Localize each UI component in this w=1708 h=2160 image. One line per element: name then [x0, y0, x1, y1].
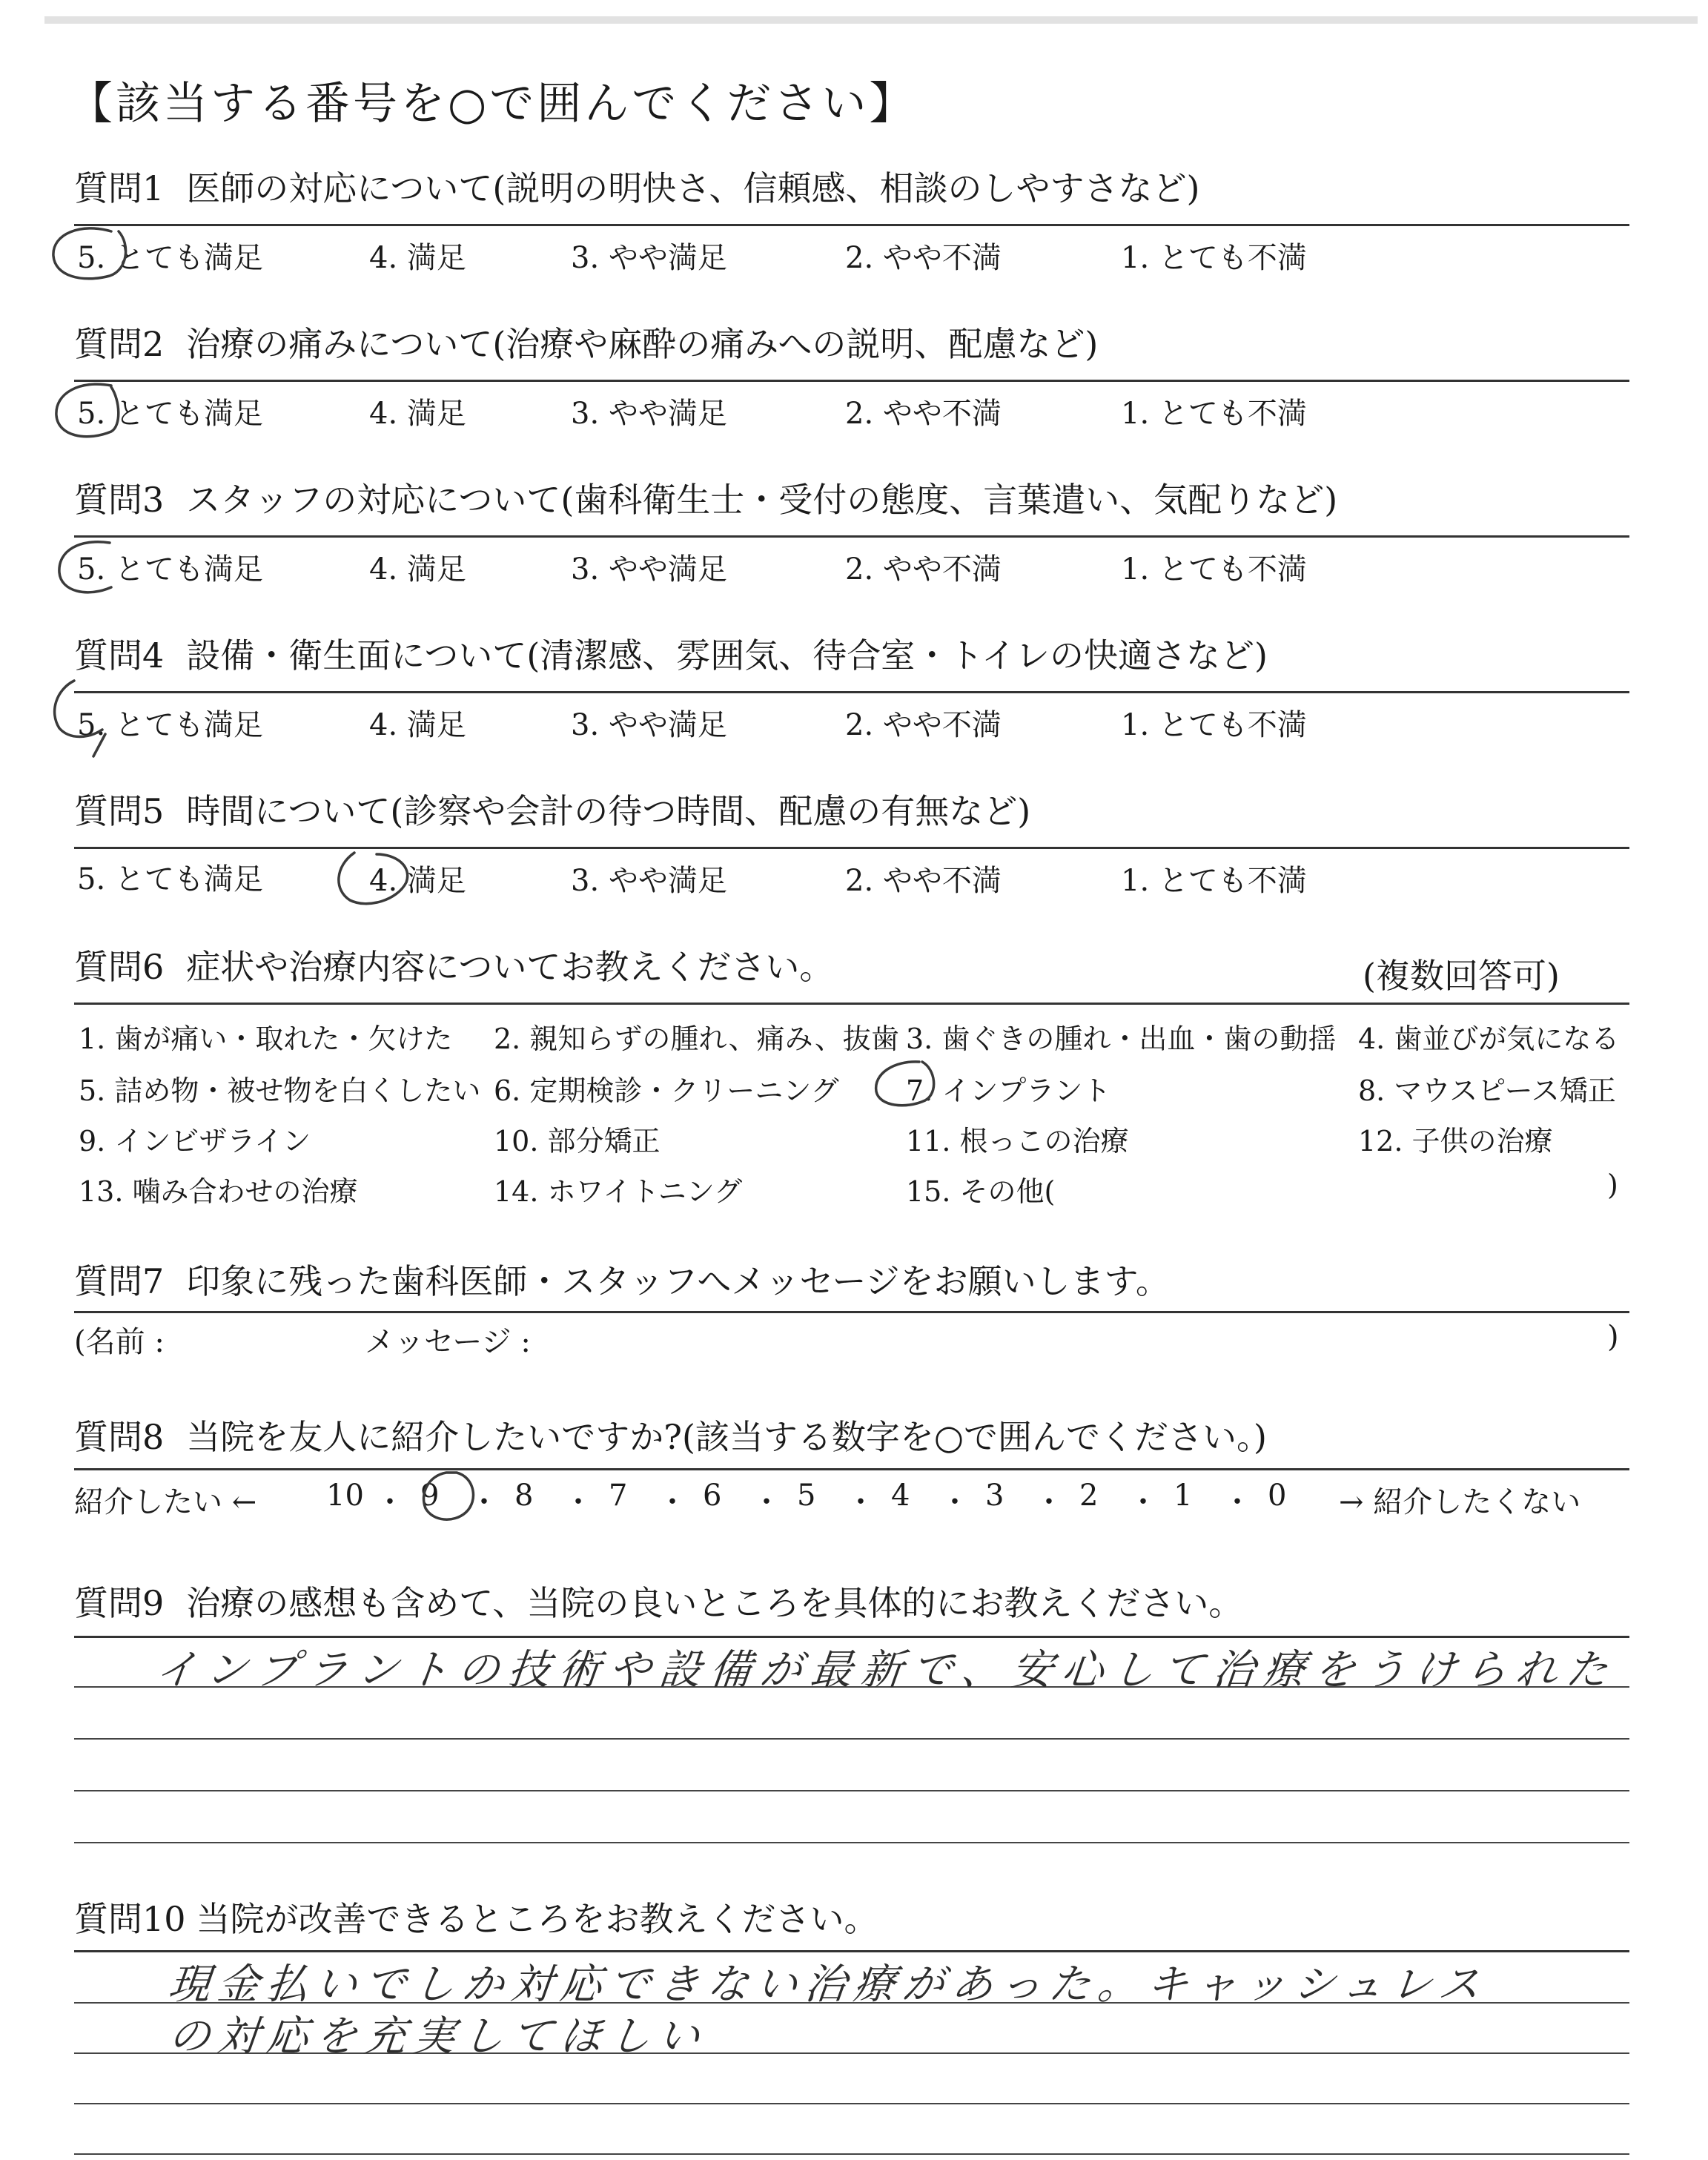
- scale-separator: ・: [1128, 1485, 1158, 1519]
- symptom-option-8[interactable]: 8. マウスピース矯正: [1358, 1074, 1616, 1107]
- question-8: [74, 1413, 1631, 1461]
- symptom-option-10[interactable]: 10. 部分矯正: [494, 1125, 661, 1157]
- answer-line: [74, 1738, 1629, 1740]
- scale-value-0[interactable]: 0: [1268, 1479, 1287, 1513]
- scan-top-edge: [44, 16, 1698, 24]
- handwritten-answer-line-1: 現金払いでしか対応できない治療があった。キャッシュレス: [166, 1961, 1490, 2009]
- multiple-answer-note: (複数回答可): [1363, 956, 1560, 996]
- rating-option-1[interactable]: 1. とても不満: [1121, 397, 1307, 431]
- rating-option-4[interactable]: 4. 満足: [369, 864, 466, 898]
- divider: [74, 1468, 1629, 1470]
- question-text: 時間について(診察や会計の待つ時間、配慮の有無など): [186, 791, 1031, 831]
- rating-option-2[interactable]: 2. やや不満: [845, 552, 1002, 587]
- divider: [74, 1311, 1629, 1313]
- symptom-option-1[interactable]: 1. 歯が痛い・取れた・欠けた: [79, 1023, 453, 1055]
- scale-separator: ・: [846, 1485, 875, 1519]
- question-number: 質問5: [74, 791, 165, 831]
- message-label: メッセージ :: [365, 1325, 531, 1359]
- form-header: 【該当する番号を○で囲んでください】: [68, 78, 917, 130]
- symptom-option-5[interactable]: 5. 詰め物・被せ物を白くしたい: [79, 1074, 481, 1107]
- divider: [74, 380, 1629, 382]
- question-text: スタッフの対応について(歯科衛生士・受付の態度、言葉遣い、気配りなど): [186, 480, 1338, 520]
- question-number: 質問3: [74, 480, 165, 520]
- question-text: 医師の対応について(説明の明快さ、信頼感、相談のしやすさなど): [186, 168, 1200, 208]
- scale-separator: ・: [1222, 1485, 1252, 1519]
- question-text: 治療の感想も含めて、当院の良いところを具体的にお教えください。: [186, 1583, 1243, 1623]
- question-text: 当院を友人に紹介したいですか?(該当する数字を○で囲んでください。): [186, 1417, 1267, 1457]
- question-text: 当院が改善できるところをお教えください。: [196, 1899, 878, 1939]
- scale-separator: ・: [375, 1485, 405, 1519]
- handwritten-answer-line-1: インプラントの技術や設備が最新で、安心して治療をうけられた: [153, 1646, 1619, 1694]
- scale-separator: ・: [469, 1485, 499, 1519]
- rating-option-2[interactable]: 2. やや不満: [845, 397, 1002, 431]
- question-number: 質問7: [74, 1261, 165, 1301]
- question-number: 質問2: [74, 324, 165, 364]
- question-7: [74, 1258, 1631, 1305]
- scale-separator: ・: [658, 1485, 687, 1519]
- answer-line: [74, 2153, 1629, 2155]
- question-9: [74, 1579, 1631, 1627]
- symptom-option-15[interactable]: 15. その他(: [906, 1175, 1056, 1208]
- question-5: [74, 787, 1631, 835]
- symptom-option-11[interactable]: 11. 根っこの治療: [906, 1125, 1129, 1157]
- rating-option-5[interactable]: 5. とても満足: [77, 552, 263, 587]
- scale-value-3[interactable]: 3: [985, 1479, 1004, 1513]
- rating-option-2[interactable]: 2. やや不満: [845, 241, 1002, 275]
- question-number: 質問1: [74, 168, 165, 208]
- rating-option-3[interactable]: 3. やや満足: [571, 552, 727, 587]
- scale-separator: ・: [752, 1485, 781, 1519]
- rating-option-5[interactable]: 5. とても満足: [77, 241, 263, 275]
- scale-value-4[interactable]: 4: [891, 1479, 910, 1513]
- scale-value-8[interactable]: 8: [514, 1479, 534, 1513]
- question-text: 印象に残った歯科医師・スタッフへメッセージをお願いします。: [186, 1261, 1170, 1301]
- rating-option-5[interactable]: 5. とても満足: [77, 862, 263, 896]
- answer-line: [74, 2103, 1629, 2104]
- scale-value-7[interactable]: 7: [609, 1479, 628, 1513]
- rating-option-4[interactable]: 4. 満足: [369, 708, 466, 742]
- name-label: (名前 :: [74, 1325, 165, 1359]
- rating-option-3[interactable]: 3. やや満足: [571, 864, 727, 898]
- rating-option-4[interactable]: 4. 満足: [369, 241, 466, 275]
- question-number: 質問8: [74, 1417, 165, 1457]
- question-3: [74, 476, 1631, 524]
- question-4: [74, 632, 1631, 679]
- symptom-option-9[interactable]: 9. インビザライン: [79, 1125, 311, 1157]
- rating-option-1[interactable]: 1. とても不満: [1121, 241, 1307, 275]
- rating-option-3[interactable]: 3. やや満足: [571, 241, 727, 275]
- scale-value-6[interactable]: 6: [703, 1479, 722, 1513]
- symptom-option-2[interactable]: 2. 親知らずの腫れ、痛み、抜歯: [494, 1023, 899, 1055]
- symptom-option-7[interactable]: 7. インプラント: [906, 1074, 1111, 1107]
- answer-line: [74, 1790, 1629, 1791]
- recommend-right-label: → 紹介したくない: [1339, 1485, 1581, 1519]
- rating-option-3[interactable]: 3. やや満足: [571, 397, 727, 431]
- divider: [74, 847, 1629, 849]
- question-10: [74, 1895, 1631, 1943]
- scale-value-2[interactable]: 2: [1079, 1479, 1099, 1513]
- scale-value-10[interactable]: 10: [326, 1479, 364, 1513]
- question-number: 質問10: [74, 1899, 186, 1939]
- handwritten-answer-line-2: の対応を充実してほしい: [166, 2012, 709, 2061]
- scale-separator: ・: [563, 1485, 593, 1519]
- question-number: 質問9: [74, 1583, 165, 1623]
- symptom-option-4[interactable]: 4. 歯並びが気になる: [1358, 1023, 1620, 1055]
- rating-option-2[interactable]: 2. やや不満: [845, 708, 1002, 742]
- question-1: [74, 165, 1631, 212]
- other-close-paren: ): [1607, 1169, 1618, 1201]
- question-text: 設備・衛生面について(清潔感、雰囲気、待合室・トイレの快適さなど): [186, 635, 1268, 676]
- divider: [74, 691, 1629, 693]
- rating-option-1[interactable]: 1. とても不満: [1121, 708, 1307, 742]
- message-close-paren: ): [1607, 1320, 1619, 1354]
- divider: [74, 224, 1629, 226]
- question-text: 治療の痛みについて(治療や麻酔の痛みへの説明、配慮など): [186, 324, 1099, 364]
- rating-option-3[interactable]: 3. やや満足: [571, 708, 727, 742]
- divider: [74, 535, 1629, 538]
- rating-option-5[interactable]: 5. とても満足: [77, 708, 263, 742]
- scale-value-1[interactable]: 1: [1174, 1479, 1193, 1513]
- question-2: [74, 320, 1631, 368]
- symptom-option-14[interactable]: 14. ホワイトニング: [494, 1175, 743, 1208]
- rating-option-1[interactable]: 1. とても不満: [1121, 864, 1307, 898]
- divider: [74, 1003, 1629, 1005]
- scale-separator: ・: [940, 1485, 970, 1519]
- scale-value-9[interactable]: 9: [420, 1479, 440, 1513]
- scale-separator: ・: [1034, 1485, 1064, 1519]
- recommend-left-label: 紹介したい ←: [74, 1485, 257, 1519]
- answer-line: [74, 1842, 1629, 1843]
- rating-option-4[interactable]: 4. 満足: [369, 552, 466, 587]
- question-number: 質問4: [74, 635, 165, 676]
- question-text: 症状や治療内容についてお教えください。: [186, 947, 834, 987]
- symptom-option-3[interactable]: 3. 歯ぐきの腫れ・出血・歯の動揺: [906, 1023, 1337, 1055]
- rating-option-5[interactable]: 5. とても満足: [77, 397, 263, 431]
- symptom-option-13[interactable]: 13. 噛み合わせの治療: [79, 1175, 358, 1208]
- scale-value-5[interactable]: 5: [797, 1479, 816, 1513]
- symptom-option-6[interactable]: 6. 定期検診・クリーニング: [494, 1074, 839, 1107]
- rating-option-1[interactable]: 1. とても不満: [1121, 552, 1307, 587]
- rating-option-4[interactable]: 4. 満足: [369, 397, 466, 431]
- symptom-option-12[interactable]: 12. 子供の治療: [1358, 1125, 1553, 1157]
- question-number: 質問6: [74, 947, 165, 987]
- rating-option-2[interactable]: 2. やや不満: [845, 864, 1002, 898]
